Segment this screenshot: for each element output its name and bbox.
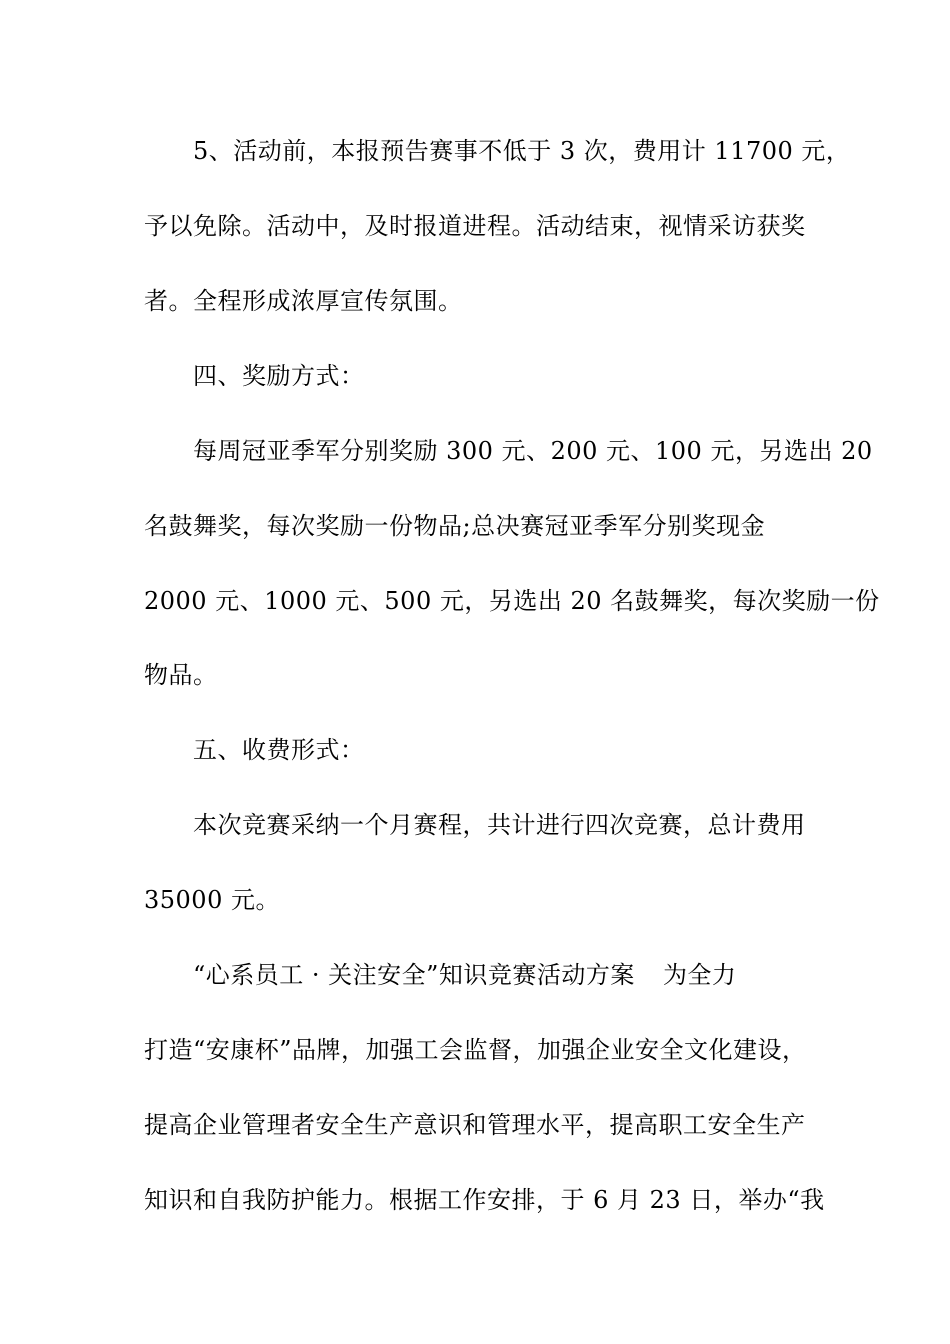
- section-heading: 四、奖励方式：: [193, 362, 365, 390]
- paragraph-line: 2000 元、1000 元、500 元，另选出 20 名鼓舞奖，每次奖励一份: [144, 587, 880, 615]
- paragraph-line: 提高企业管理者安全生产意识和管理水平，提高职工安全生产: [144, 1111, 806, 1139]
- paragraph-line: 知识和自我防护能力。根据工作安排，于 6 月 23 日，举办“我: [144, 1186, 825, 1214]
- paragraph-line: 名鼓舞奖，每次奖励一份物品;总决赛冠亚季军分别奖现金: [144, 512, 766, 540]
- section-heading: 五、收费形式：: [193, 736, 365, 764]
- paragraph-line: 5、活动前，本报预告赛事不低于 3 次，费用计 11700 元，: [193, 137, 851, 165]
- paragraph-line: 35000 元。: [144, 886, 280, 914]
- paragraph-line: 者。全程形成浓厚宣传氛围。: [144, 287, 463, 315]
- paragraph-line: 本次竞赛采纳一个月赛程，共计进行四次竞赛，总计费用: [193, 811, 806, 839]
- paragraph-line: 每周冠亚季军分别奖励 300 元、200 元、100 元，另选出 20: [193, 437, 873, 465]
- plan-title: “心系员工 · 关注安全”知识竞赛活动方案: [193, 961, 635, 989]
- paragraph-line: 物品。: [144, 661, 218, 689]
- title-line: [193, 955, 806, 995]
- paragraph-line: 打造“安康杯”品牌，加强工会监督，加强企业安全文化建设，: [144, 1036, 807, 1064]
- paragraph-start: 为全力: [662, 961, 737, 989]
- paragraph-line: 予以免除。活动中，及时报道进程。活动结束，视情采访获奖: [144, 212, 806, 240]
